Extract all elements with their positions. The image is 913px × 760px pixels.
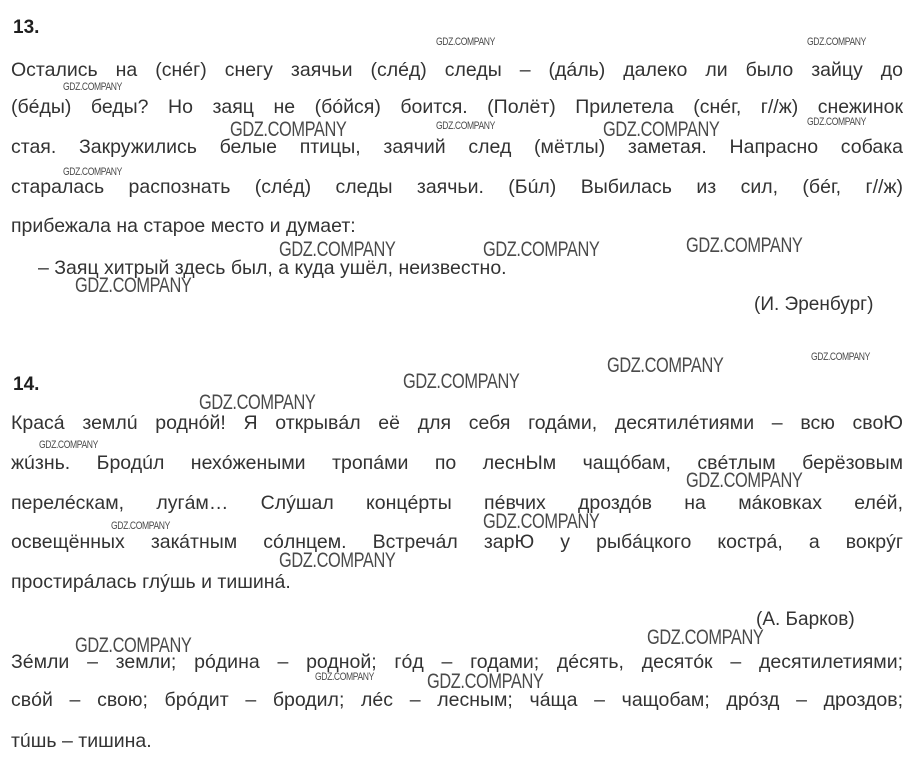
watermark: GDZ.COMPANY bbox=[279, 549, 396, 572]
task-13-line-6: – Заяц хитрый здесь был, а куда ушёл, неизвестно. bbox=[38, 257, 507, 279]
watermark: GDZ.COMPANY bbox=[686, 234, 803, 257]
watermark: GDZ.COMPANY bbox=[39, 439, 98, 451]
watermark: GDZ.COMPANY bbox=[75, 634, 192, 657]
task-14-line-3: перелéскам, лугáм… Слýшал концéрты пéвчих дроздóв на мáковках елéй, bbox=[11, 492, 903, 514]
task-14-answer-line-2: свóй – свою; брóдит – бродил; лéс – лесным; чáща – чащобам; дрóзд – дроздов; bbox=[11, 689, 903, 711]
watermark: GDZ.COMPANY bbox=[607, 354, 724, 377]
watermark: GDZ.COMPANY bbox=[807, 116, 866, 128]
task-14-answer-line-1: Зéмли – земли; рóдина – родной; гóд – годами; дéсять, десятóк – десятилетиями; bbox=[11, 651, 903, 673]
watermark: GDZ.COMPANY bbox=[75, 274, 192, 297]
watermark: GDZ.COMPANY bbox=[811, 351, 870, 363]
watermark: GDZ.COMPANY bbox=[483, 238, 600, 261]
watermark: GDZ.COMPANY bbox=[436, 120, 495, 132]
task-14-line-2: жúзнь. Бродúл нехóжеными тропáми по леснЫм чащóбам, свéтлым берёзовым bbox=[11, 452, 903, 474]
task-14-number: 14. bbox=[13, 374, 40, 395]
watermark: GDZ.COMPANY bbox=[647, 626, 764, 649]
watermark: GDZ.COMPANY bbox=[807, 36, 866, 48]
watermark: GDZ.COMPANY bbox=[230, 118, 347, 141]
task-14-author: (А. Барков) bbox=[756, 609, 855, 630]
watermark: GDZ.COMPANY bbox=[483, 510, 600, 533]
watermark: GDZ.COMPANY bbox=[63, 81, 122, 93]
watermark: GDZ.COMPANY bbox=[199, 391, 316, 414]
task-13-author: (И. Эренбург) bbox=[754, 294, 874, 315]
task-13-line-1: Остались на (снéг) снегу заячьи (слéд) следы – (дáль) далеко ли было зайцу до bbox=[11, 59, 903, 81]
watermark: GDZ.COMPANY bbox=[436, 36, 495, 48]
task-14-answer-line-3: тúшь – тишина. bbox=[11, 730, 152, 752]
task-14-line-4: освещённых закáтным сóлнцем. Встречáл зарЮ у рыбáцкого кострá, а вокрýг bbox=[11, 531, 903, 553]
task-13-number: 13. bbox=[13, 17, 40, 38]
watermark: GDZ.COMPANY bbox=[315, 671, 374, 683]
watermark: GDZ.COMPANY bbox=[403, 370, 520, 393]
watermark: GDZ.COMPANY bbox=[279, 238, 396, 261]
task-13-line-5: прибежала на старое место и думает: bbox=[11, 215, 356, 237]
task-14-line-5: простирáлась глýшь и тишинá. bbox=[11, 571, 291, 593]
watermark: GDZ.COMPANY bbox=[63, 166, 122, 178]
watermark: GDZ.COMPANY bbox=[427, 670, 544, 693]
watermark: GDZ.COMPANY bbox=[111, 520, 170, 532]
task-13-line-3: стая. Закружились белые птицы, заячий след (мётлы) заметая. Напрасно собака bbox=[11, 136, 903, 158]
watermark: GDZ.COMPANY bbox=[686, 469, 803, 492]
task-14-line-1: Красá землú роднóй! Я открывáл её для себя годáми, десятилéтиями – всю своЮ bbox=[11, 412, 903, 434]
task-13-line-2: (бéды) беды? Но заяц не (бóйся) боится. (Полёт) Прилетела (снéг, г//ж) снежинок bbox=[11, 96, 903, 118]
watermark: GDZ.COMPANY bbox=[603, 118, 720, 141]
task-13-line-4: старалась распознать (слéд) следы заячьи. (Бúл) Выбилась из сил, (бéг, г//ж) bbox=[11, 176, 903, 198]
